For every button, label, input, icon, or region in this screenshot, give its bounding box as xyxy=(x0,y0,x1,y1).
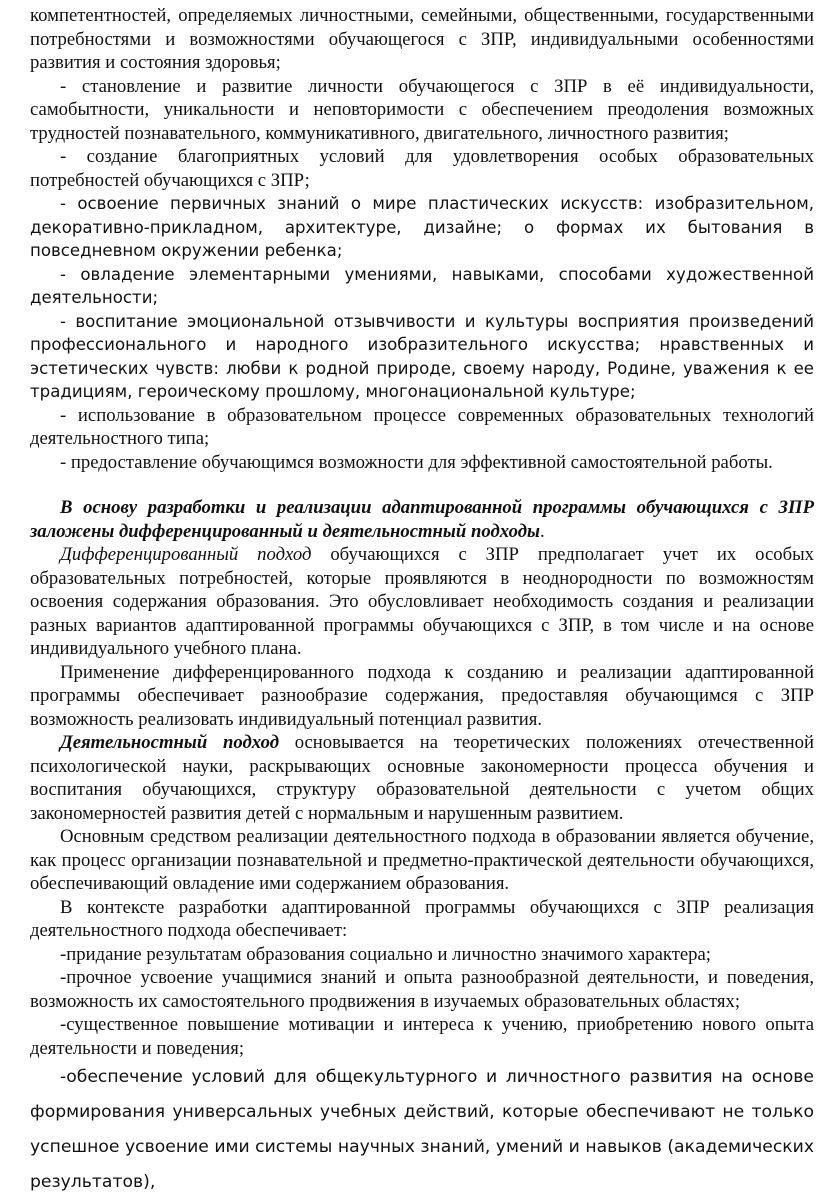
paragraph-competences: компетентностей, определяемых личностными, семейными, общественными, государственными потребностями и возможностями обучающегося с ЗПР, индивидуальными особенностями развития и состояния здоровья; xyxy=(30,5,814,73)
paragraph-application: Применение дифференцированного подхода к созданию и реализации адаптированной программы обеспечивает разнообразие содержания, предоставляя обучающимся с ЗПР возможность реализовать индивидуальный потенциал развития. xyxy=(30,661,814,730)
paragraph-activity xyxy=(30,731,814,825)
heading-period: . xyxy=(539,520,545,542)
list-item-personality: - становление и развитие личности обучающегося с ЗПР в её индивидуальности, самобытности, уникальности и неповторимости с обеспечением преодоления возможных трудностей познавательного, коммуникативного, двигательного, личностного развития; xyxy=(30,75,814,144)
list-item-technologies: - использование в образовательном процессе современных образовательных технологий деятельностного типа; xyxy=(30,404,814,449)
paragraph-context: В контексте разработки адаптированной программы обучающихся с ЗПР реализация деятельностного подхода обеспечивает: xyxy=(30,896,814,941)
list-item-conditions: - создание благоприятных условий для удовлетворения особых образовательных потребностей обучающихся с ЗПР; xyxy=(30,146,814,191)
paragraph-differentiated xyxy=(30,543,814,661)
term-activity: Деятельностный подход xyxy=(60,732,279,753)
list-item-upbringing: - воспитание эмоциональной отзывчивости и культуры восприятия произведений профессионального и народного изобразительного искусства; нравственных и эстетических чувств: любви к родной природе, своему народу, Родине, уважения к ее традициям, героическому прошлому, многонациональной культуре; xyxy=(30,311,814,401)
text-activity: основывается на теоретических положениях отечественной психологической науки, раскрывающих основные закономерности процесса обучения и воспитания обучающихся, структуру образовательной деятельности с учетом общих закономерностей развития детей с нормальным и нарушенным развитием. xyxy=(30,732,814,824)
bullet-motivation: -существенное повышение мотивации и интереса к учению, приобретению нового опыта деятельности и поведения; xyxy=(30,1014,814,1059)
spacer xyxy=(30,474,814,496)
heading-text: В основу разработки и реализации адаптированной программы обучающихся с ЗПР заложены дифференцированный и деятельностный подходы xyxy=(30,497,814,542)
list-item-skills: - овладение элементарными умениями, навыками, способами художественной деятельности; xyxy=(30,264,814,307)
term-differentiated: Дифференцированный подход xyxy=(60,544,312,565)
list-item-independent-work: - предоставление обучающимся возможности для эффективной самостоятельной работы. xyxy=(60,451,773,473)
paragraph-means: Основным средством реализации деятельностного подхода в образовании является обучение, как процесс организации познавательной и предметно-практической деятельности обучающихся, обеспечивающий овладение ими содержанием образования. xyxy=(30,826,814,894)
section-heading xyxy=(30,496,814,543)
bullet-learning: -прочное усвоение учащимися знаний и опыта разнообразной деятельности, и поведения, возможность их самостоятельного продвижения в изучаемых образовательных областях; xyxy=(30,967,814,1012)
text-differentiated: обучающихся с ЗПР предполагает учет их особых образовательных потребностей, которые проявляются в неоднородности по возможностям освоения содержания образования. Это обусловливает необходимость создания и реализации разных вариантов адаптированной программы обучающихся с ЗПР, в том числе и на основе индивидуального учебного плана. xyxy=(30,544,814,659)
bullet-conditions: -обеспечение условий для общекультурного и личностного развития на основе формирования универсальных учебных действий, которые обеспечивают не только успешное усвоение ими системы научных знаний, умений и навыков (академических результатов), xyxy=(30,1067,814,1192)
bullet-results: -придание результатам образования социально и личностно значимого характера; xyxy=(60,943,712,965)
list-item-knowledge: - освоение первичных знаний о мире пластических искусств: изобразительном, декоративно-прикладном, архитектуре, дизайне; о формах их бытования в повседневном окружении ребенка; xyxy=(30,194,814,260)
